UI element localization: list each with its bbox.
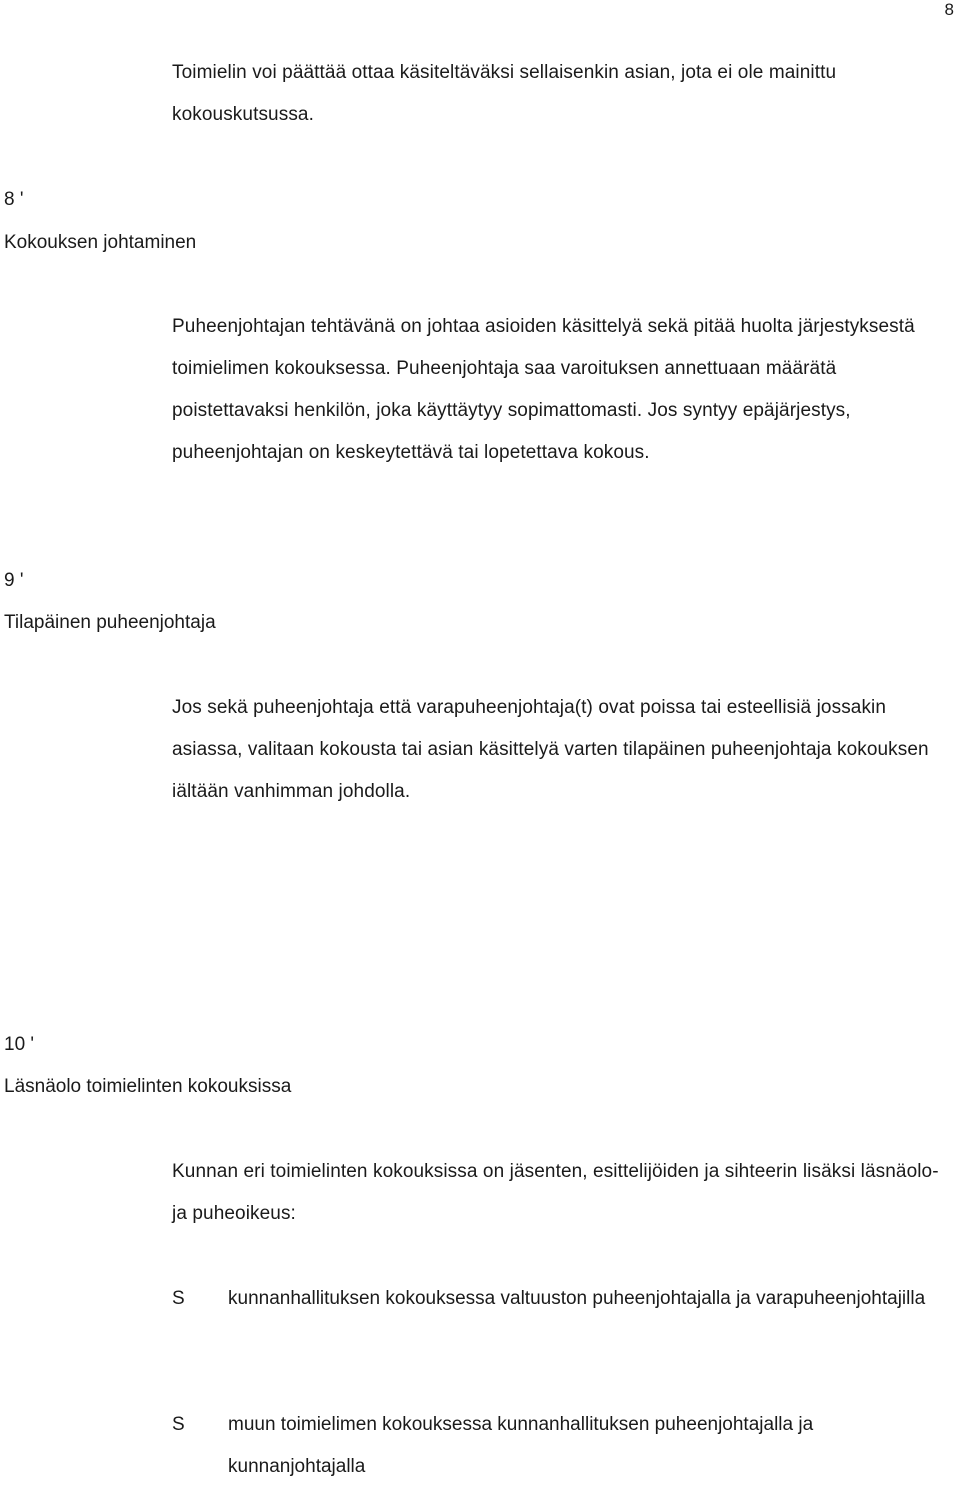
page-number: 8 — [944, 0, 954, 19]
bullet-marker: S — [172, 1288, 185, 1309]
section-number: 8 ' — [4, 189, 24, 210]
list-item — [172, 1404, 952, 1494]
section-title: Tilapäinen puheenjohtaja — [4, 612, 216, 633]
list-item — [172, 1278, 952, 1368]
section-title: Läsnäolo toimielinten kokouksissa — [4, 1076, 292, 1097]
intro-paragraph: Toimielin voi päättää ottaa käsiteltäväksi sellaisenkin asian, jota ei ole mainittu kokouskutsussa. — [172, 62, 837, 125]
section-number: 10 ' — [4, 1034, 35, 1055]
section-paragraph: Puheenjohtajan tehtävänä on johtaa asioiden käsittelyä sekä pitää huolta järjestyksestä toimielimen kokouksessa. Puheenjohtaja saa varoituksen annettuaan määrätä poistettavaksi henkilön, joka käyttäytyy sopimattomasti. Jos syntyy epäjärjestys, puheenjohtajan on keskeytettävä tai lopetettava kokous. — [172, 316, 915, 463]
section-title: Kokouksen johtaminen — [4, 232, 197, 253]
bullet-marker: S — [172, 1414, 185, 1435]
section-paragraph: Kunnan eri toimielinten kokouksissa on jäsenten, esittelijöiden ja sihteerin lisäksi läsnäolo- ja puheoikeus: — [172, 1161, 939, 1224]
section-paragraph: Jos sekä puheenjohtaja että varapuheenjohtaja(t) ovat poissa tai esteellisiä jossakin asiassa, valitaan kokousta tai asian käsittelyä varten tilapäinen puheenjohtaja kokouksen iältään vanhimman johdolla. — [172, 697, 929, 802]
section-number: 9 ' — [4, 570, 24, 591]
bullet-text: muun toimielimen kokouksessa kunnanhallituksen puheenjohtajalla ja kunnanjohtajalla — [228, 1414, 814, 1477]
bullet-text: kunnanhallituksen kokouksessa valtuuston puheenjohtajalla ja varapuheenjohtajilla — [228, 1288, 926, 1309]
